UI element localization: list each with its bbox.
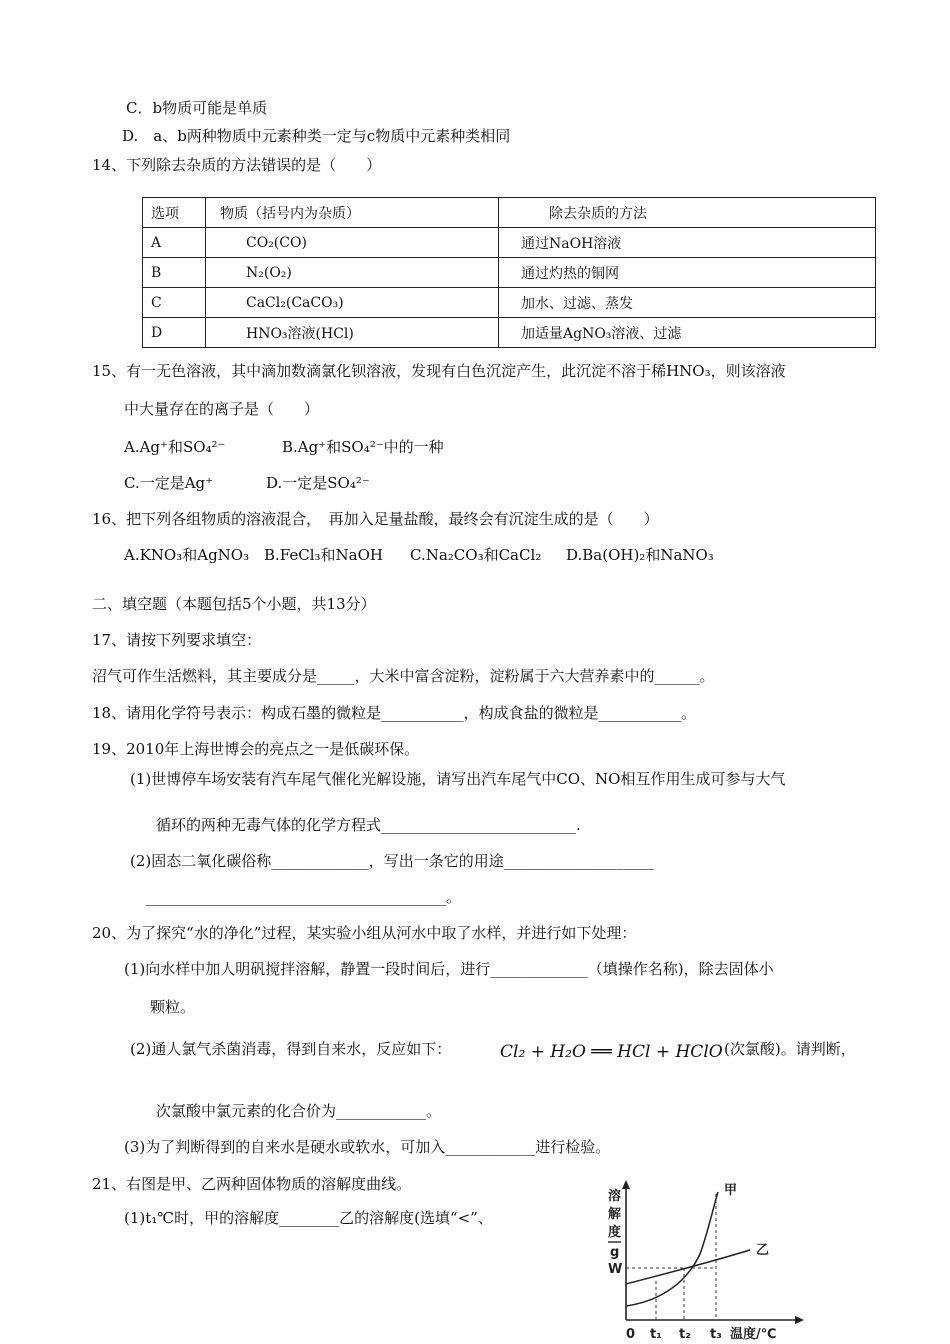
q19-part1-line1: (1)世博停车场安装有汽车尾气催化光解设施，请写出汽车尾气中CO、NO相互作用生成可参与大气 [130,770,786,788]
q20-part3: (3)为了判断得到的自来水是硬水或软水，可加入____________进行检验。 [124,1138,611,1156]
table-header-cell: 选项 [143,198,206,228]
t3-label: t₃ [710,1327,722,1342]
q20-part2-tail: (次氯酸)。请判断， [724,1040,856,1058]
table-cell: 加水、过滤、蒸发 [499,288,876,318]
curve-jia-label: 甲 [724,1183,738,1198]
q16-option-d: D.Ba(OH)₂和NaNO₃ [566,546,714,564]
y-axis-label-char: 溶 [608,1189,622,1204]
q16-option-a: A.KNO₃和AgNO₃ [124,546,250,564]
y-axis-label-char: 解 [608,1207,622,1222]
t2-label: t₂ [679,1327,691,1342]
q17-line: 沼气可作生活燃料，其主要成分是_____，大米中富含淀粉，淀粉属于六大营养素中的______。 [92,667,715,685]
q15-option-c: C.一定是Ag⁺ [124,474,214,492]
x-axis-arrow [795,1316,804,1324]
q20-part2-line1: (2)通人氯气杀菌消毒，得到自来水，反应如下： [130,1040,452,1058]
table-cell: N₂(O₂) [206,258,499,288]
table-cell: B [143,258,206,288]
q20-part1-line1: (1)向水样中加人明矾搅拌溶解，静置一段时间后，进行_____________（填操作名称)，除去固体小 [124,960,774,978]
q15-stem-line1: 15、有一无色溶液，其中滴加数滴氯化钡溶液，发现有白色沉淀产生，此沉淀不溶于稀HNO₃，则该溶液 [92,362,786,380]
q20-part2-line2: 次氯酸中氯元素的化合价为____________。 [156,1102,442,1120]
origin-label: 0 [626,1327,636,1342]
table-cell: 加适量AgNO₃溶液、过滤 [499,318,876,348]
q17-stem: 17、请按下列要求填空： [92,631,262,649]
table-cell: CO₂(CO) [206,228,499,258]
table-row [143,288,876,318]
q15-option-b: B.Ag⁺和SO₄²⁻中的一种 [282,438,444,456]
q15-option-d: D.一定是SO₄²⁻ [266,474,370,492]
q16-option-b: B.FeCl₃和NaOH [264,546,383,564]
table-cell: C [143,288,206,318]
q20-stem: 20、为了探究“水的净化”过程，某实验小组从河水中取了水样，并进行如下处理： [92,924,637,942]
table-cell: 通过NaOH溶液 [499,228,876,258]
q13-option-d: D. a、b两种物质中元素种类一定与c物质中元素种类相同 [122,127,511,145]
y-axis-unit: g [610,1245,620,1260]
curve-yi-label: 乙 [756,1243,770,1258]
solubility-curve-graph [604,1180,804,1344]
chemical-equation: Cl₂ + H₂O ══ HCl + HClO [500,1042,723,1062]
q16-stem: 16、把下列各组物质的溶液混合， 再加入足量盐酸，最终会有沉淀生成的是（ ） [92,510,659,528]
x-axis-label: 温度/℃ [730,1327,777,1342]
q13-option-c: C．b物质可能是单质 [126,99,268,117]
table-row [143,258,876,288]
q21-stem: 21、右图是甲、乙两种固体物质的溶解度曲线。 [92,1175,412,1193]
table-header-cell: 物质（括号内为杂质） [206,198,499,228]
t1-label: t₁ [650,1327,662,1342]
table-header-row [143,198,876,228]
table-row [143,228,876,258]
curve-jia [626,1192,718,1306]
q20-part1-line2: 颗粒。 [150,998,196,1016]
table-header-cell: 除去杂质的方法 [499,198,876,228]
q19-part1-line2: 循环的两种无毒气体的化学方程式__________________________. [156,816,581,834]
w-label: W [608,1262,623,1277]
curve-yi [626,1250,750,1284]
section-heading: 二、填空题（本题包括5个小题，共13分） [92,595,376,613]
table-row [143,318,876,348]
q15-option-a: A.Ag⁺和SO₄²⁻ [124,438,226,456]
q14-stem: 14、下列除去杂质的方法错误的是（ ） [92,156,382,174]
table-cell: D [143,318,206,348]
q19-part2-line2: ________________________________________。 [146,888,462,906]
y-axis-label-char: 度 [608,1225,622,1240]
q21-part1: (1)t₁℃时，甲的溶解度________乙的溶解度(选填“<”、 [124,1209,493,1227]
q19-part2-line1: (2)固态二氧化碳俗称_____________，写出一条它的用途____________________ [130,852,654,870]
y-axis-arrow [622,1180,630,1189]
table-cell: A [143,228,206,258]
q19-stem: 19、2010年上海世博会的亮点之一是低碳环保。 [92,740,420,758]
q15-stem-line2: 中大量存在的离子是（ ） [124,400,320,418]
q14-table [142,197,876,348]
table-cell: HNO₃溶液(HCl) [206,318,499,348]
table-cell: 通过灼热的铜网 [499,258,876,288]
q16-option-c: C.Na₂CO₃和CaCl₂ [410,546,542,564]
table-cell: CaCl₂(CaCO₃) [206,288,499,318]
q18-line: 18、请用化学符号表示：构成石墨的微粒是___________，构成食盐的微粒是___________。 [92,704,697,722]
